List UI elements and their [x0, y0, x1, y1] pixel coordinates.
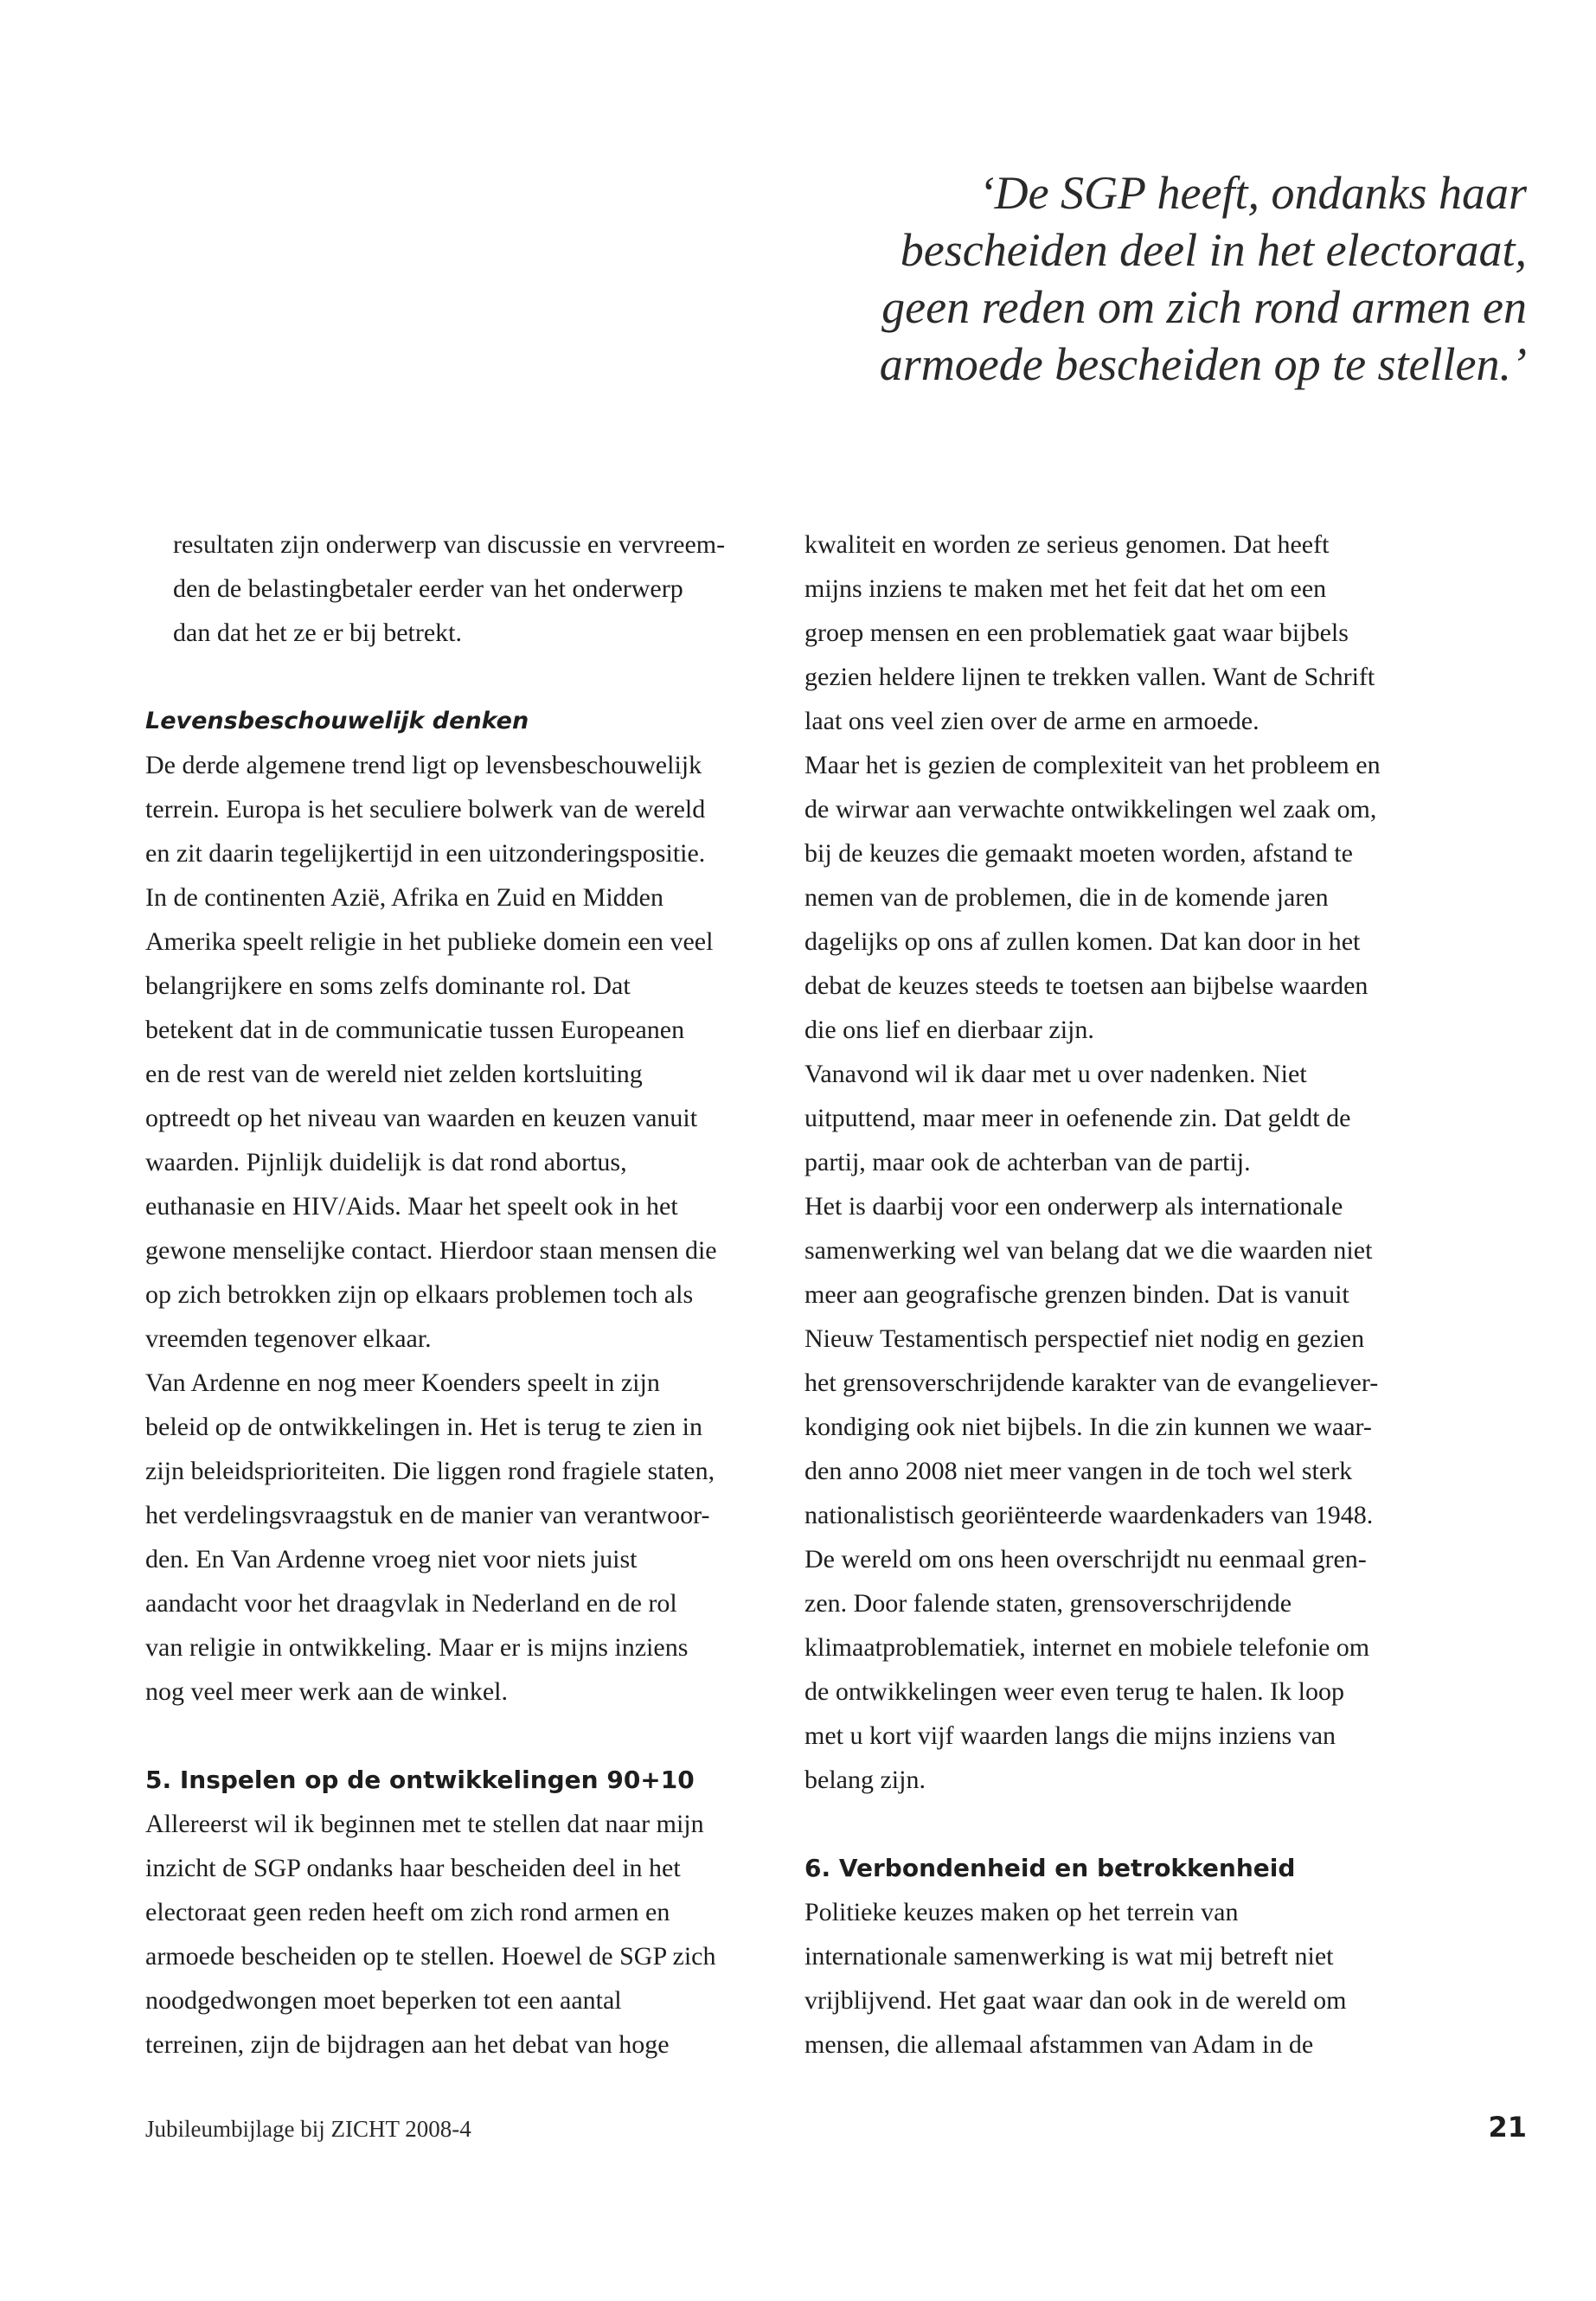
text-line: en zit daarin tegelijkertijd in een uitzonderingspositie.: [145, 839, 706, 868]
text-line: die ons lief en dierbaar zijn.: [804, 1016, 1094, 1044]
text-line: beleid op de ontwikkelingen in. Het is terug te zien in: [145, 1413, 703, 1441]
text-line: de ontwikkelingen weer even terug te halen. Ik loop: [804, 1677, 1344, 1706]
text-line: bij de keuzes die gemaakt moeten worden, afstand te: [804, 839, 1353, 868]
text-line: nemen van de problemen, die in de komende jaren: [804, 883, 1329, 912]
text-line: In de continenten Azië, Afrika en Zuid en Midden: [145, 883, 663, 912]
text-line: Nieuw Testamentisch perspectief niet nodig en gezien: [804, 1324, 1365, 1353]
text-line: gezien heldere lijnen te trekken vallen. Want de Schrift: [804, 663, 1375, 691]
section-heading-5: 5. Inspelen op de ontwikkelingen 90+10: [145, 1766, 695, 1794]
text-line: kwaliteit en worden ze serieus genomen. Dat heeft: [804, 530, 1330, 559]
text-line: kondiging ook niet bijbels. In die zin kunnen we waar-: [804, 1413, 1372, 1441]
left-column: [145, 522, 742, 2067]
text-line: meer aan geografische grenzen binden. Dat is vanuit: [804, 1280, 1349, 1309]
text-line: internationale samenwerking is wat mij betreft niet: [804, 1942, 1334, 1971]
text-line: Amerika speelt religie in het publieke domein een veel: [145, 927, 714, 956]
text-line: terrein. Europa is het seculiere bolwerk van de wereld: [145, 795, 706, 824]
text-line: vreemden tegenover elkaar.: [145, 1324, 432, 1353]
text-line: electoraat geen reden heeft om zich rond armen en: [145, 1898, 670, 1926]
text-line: laat ons veel zien over de arme en armoede.: [804, 707, 1259, 735]
text-line: Vanavond wil ik daar met u over nadenken. Niet: [804, 1060, 1307, 1088]
text-line: debat de keuzes steeds te toetsen aan bijbelse waarden: [804, 971, 1368, 1000]
section-body-5: [145, 1802, 742, 2067]
pull-quote: [744, 164, 1527, 393]
section-body-6: [804, 1890, 1401, 2067]
text-line: den. En Van Ardenne vroeg niet voor niets juist: [145, 1545, 638, 1574]
text-line: groep mensen en een problematiek gaat waar bijbels: [804, 619, 1349, 647]
text-line: met u kort vijf waarden langs die mijns inziens van: [804, 1721, 1336, 1750]
pull-quote-line: geen reden om zich rond armen en: [881, 281, 1527, 333]
pull-quote-line: ‘De SGP heeft, ondanks haar: [978, 167, 1527, 219]
text-line: klimaatproblematiek, internet en mobiele telefonie om: [804, 1633, 1370, 1662]
text-line: noodgedwongen moet beperken tot een aantal: [145, 1986, 622, 2015]
text-line: aandacht voor het draagvlak in Nederland en de rol: [145, 1589, 677, 1618]
text-line: de wirwar aan verwachte ontwikkelingen wel zaak om,: [804, 795, 1377, 824]
text-line: uitputtend, maar meer in oefenende zin. Dat geldt de: [804, 1104, 1351, 1132]
section-heading-6: 6. Verbondenheid en betrokkenheid: [804, 1854, 1296, 1882]
pull-quote-line: bescheiden deel in het electoraat,: [900, 224, 1527, 276]
text-line: De derde algemene trend ligt op levensbeschouwelijk: [145, 751, 702, 779]
text-line: zen. Door falende staten, grensoverschrijdende: [804, 1589, 1292, 1618]
text-line: betekent dat in de communicatie tussen Europeanen: [145, 1016, 685, 1044]
text-line: het grensoverschrijdende karakter van de evangeliever-: [804, 1368, 1379, 1397]
text-line: armoede bescheiden op te stellen. Hoewel de SGP zich: [145, 1942, 716, 1971]
text-line: inzicht de SGP ondanks haar bescheiden deel in het: [145, 1854, 681, 1882]
text-line: waarden. Pijnlijk duidelijk is dat rond abortus,: [145, 1148, 627, 1176]
text-line: en de rest van de wereld niet zelden kortsluiting: [145, 1060, 643, 1088]
text-line: Van Ardenne en nog meer Koenders speelt in zijn: [145, 1368, 660, 1397]
text-line: samenwerking wel van belang dat we die waarden niet: [804, 1236, 1373, 1265]
text-line: belang zijn.: [804, 1766, 926, 1794]
text-line: den de belastingbetaler eerder van het onderwerp: [173, 574, 683, 603]
continuation-paragraph: [145, 522, 742, 655]
text-line: den anno 2008 niet meer vangen in de toch wel sterk: [804, 1457, 1353, 1485]
text-line: Politieke keuzes maken op het terrein van: [804, 1898, 1239, 1926]
text-line: Allereerst wil ik beginnen met te stellen dat naar mijn: [145, 1810, 704, 1838]
text-line: dagelijks op ons af zullen komen. Dat kan door in het: [804, 927, 1361, 956]
text-line: Maar het is gezien de complexiteit van het probleem en: [804, 751, 1381, 779]
text-line: mijns inziens te maken met het feit dat het om een: [804, 574, 1327, 603]
text-line: resultaten zijn onderwerp van discussie en vervreem-: [173, 530, 726, 559]
right-column-body: [804, 522, 1401, 1802]
text-line: nationalistisch georiënteerde waardenkaders van 1948.: [804, 1501, 1374, 1529]
section-body-levensbeschouwelijk: [145, 743, 742, 1714]
section-heading-levensbeschouwelijk: Levensbeschouwelijk denken: [145, 708, 529, 734]
text-line: Het is daarbij voor een onderwerp als internationale: [804, 1192, 1343, 1221]
text-line: van religie in ontwikkeling. Maar er is mijns inziens: [145, 1633, 689, 1662]
text-line: euthanasie en HIV/Aids. Maar het speelt ook in het: [145, 1192, 678, 1221]
text-line: terreinen, zijn de bijdragen aan het debat van hoge: [145, 2030, 670, 2059]
text-line: mensen, die allemaal afstammen van Adam in de: [804, 2030, 1314, 2059]
text-line: vrijblijvend. Het gaat waar dan ook in de wereld om: [804, 1986, 1347, 2015]
text-line: De wereld om ons heen overschrijdt nu eenmaal gren-: [804, 1545, 1367, 1574]
page-number: 21: [1488, 2111, 1527, 2144]
text-line: optreedt op het niveau van waarden en keuzen vanuit: [145, 1104, 698, 1132]
text-line: gewone menselijke contact. Hierdoor staan mensen die: [145, 1236, 717, 1265]
text-line: het verdelingsvraagstuk en de manier van verantwoor-: [145, 1501, 710, 1529]
text-line: dan dat het ze er bij betrekt.: [173, 619, 463, 647]
text-line: belangrijkere en soms zelfs dominante rol. Dat: [145, 971, 631, 1000]
right-column: [804, 522, 1401, 2067]
text-line: partij, maar ook de achterban van de partij.: [804, 1148, 1251, 1176]
pull-quote-line: armoede bescheiden op te stellen.’: [879, 338, 1527, 390]
text-line: nog veel meer werk aan de winkel.: [145, 1677, 508, 1706]
text-line: op zich betrokken zijn op elkaars problemen toch als: [145, 1280, 694, 1309]
footer-publication: Jubileumbijlage bij ZICHT 2008-4: [145, 2116, 471, 2142]
text-line: zijn beleidsprioriteiten. Die liggen rond fragiele staten,: [145, 1457, 715, 1485]
